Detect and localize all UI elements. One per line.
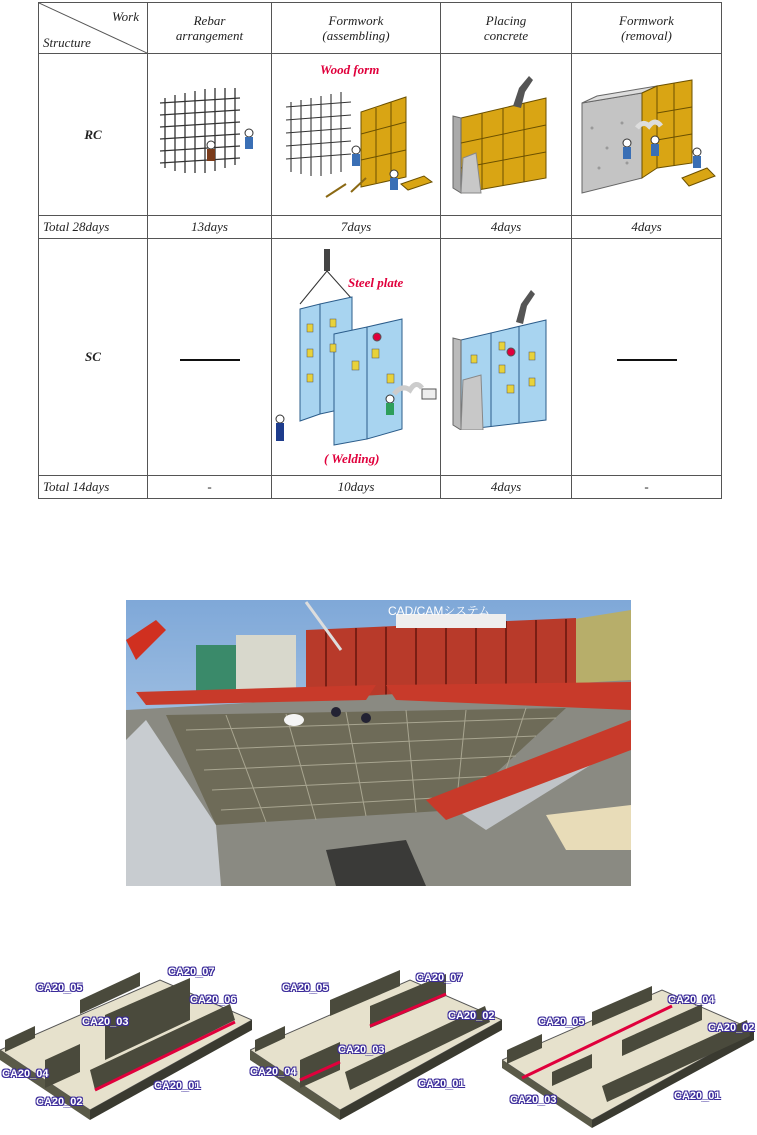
cad2-label-ca20-03: CA20_03 [338,1044,385,1056]
rc-placing-concrete-illustration [441,54,572,216]
rc-formwork-removal-illustration [572,54,722,216]
cad-model-1 [0,960,252,1130]
cad1-label-ca20-05: CA20_05 [36,982,83,994]
cad1-label-ca20-03: CA20_03 [82,1016,129,1028]
steel-plate-label: Steel plate [348,275,404,291]
wood-form-label: Wood form [320,62,380,78]
sc-formwork-assembling-days: 10days [272,475,441,498]
sc-formwork-removal-none [572,239,722,475]
cad1-label-ca20-01: CA20_01 [154,1080,201,1092]
header-work-label: Work [112,9,139,24]
header-corner-cell [39,3,148,54]
dash-mark [617,359,677,361]
welding-label: ( Welding) [324,451,380,467]
sc-formwork-assembling-illustration [272,239,441,475]
rc-rebar-days: 13days [148,216,272,239]
cad2-label-ca20-01: CA20_01 [418,1078,465,1090]
cad3-label-ca20-03: CA20_03 [510,1094,557,1106]
sc-label: SC [39,239,148,475]
sc-placing-concrete-days: 4days [441,475,572,498]
sc-formwork-removal-days: - [572,475,722,498]
cad3-label-ca20-05: CA20_05 [538,1016,585,1028]
cad-model-3 [502,960,754,1130]
rc-formwork-assembling-days: 7days [272,216,441,239]
cad2-label-ca20-05: CA20_05 [282,982,329,994]
header-col-rebar: Rebar arrangement [148,3,272,54]
sc-placing-concrete-illustration [441,239,572,475]
photo-caption: CAD/CAMシステム [388,604,491,618]
rc-label: RC [39,54,148,216]
header-col-formwork-removal: Formwork (removal) [572,3,722,54]
cad1-label-ca20-04: CA20_04 [2,1068,49,1080]
rc-formwork-removal-days: 4days [572,216,722,239]
cad-cam-site-photo [126,600,631,886]
cad1-label-ca20-02: CA20_02 [36,1096,83,1108]
cad2-label-ca20-04: CA20_04 [250,1066,297,1078]
header-col-placing-concrete: Placing concrete [441,3,572,54]
construction-comparison-table [38,2,722,499]
rc-formwork-assembling-illustration [272,54,441,216]
rc-rebar-illustration [148,54,272,216]
sc-total-days: Total 14days [39,475,148,498]
cad1-label-ca20-06: CA20_06 [190,994,237,1006]
cad2-label-ca20-07: CA20_07 [416,972,463,984]
rc-placing-concrete-days: 4days [441,216,572,239]
dash-mark [180,359,240,361]
sc-rebar-days: - [148,475,272,498]
rc-total-days: Total 28days [39,216,148,239]
cad3-label-ca20-01: CA20_01 [674,1090,721,1102]
cad3-label-ca20-04: CA20_04 [668,994,715,1006]
cad3-label-ca20-02: CA20_02 [708,1022,755,1034]
sc-rebar-none [148,239,272,475]
header-col-formwork-assembling: Formwork (assembling) [272,3,441,54]
cad-model-2 [250,960,502,1130]
cad1-label-ca20-07: CA20_07 [168,966,215,978]
cad2-label-ca20-02: CA20_02 [448,1010,495,1022]
header-structure-label: Structure [43,35,91,51]
